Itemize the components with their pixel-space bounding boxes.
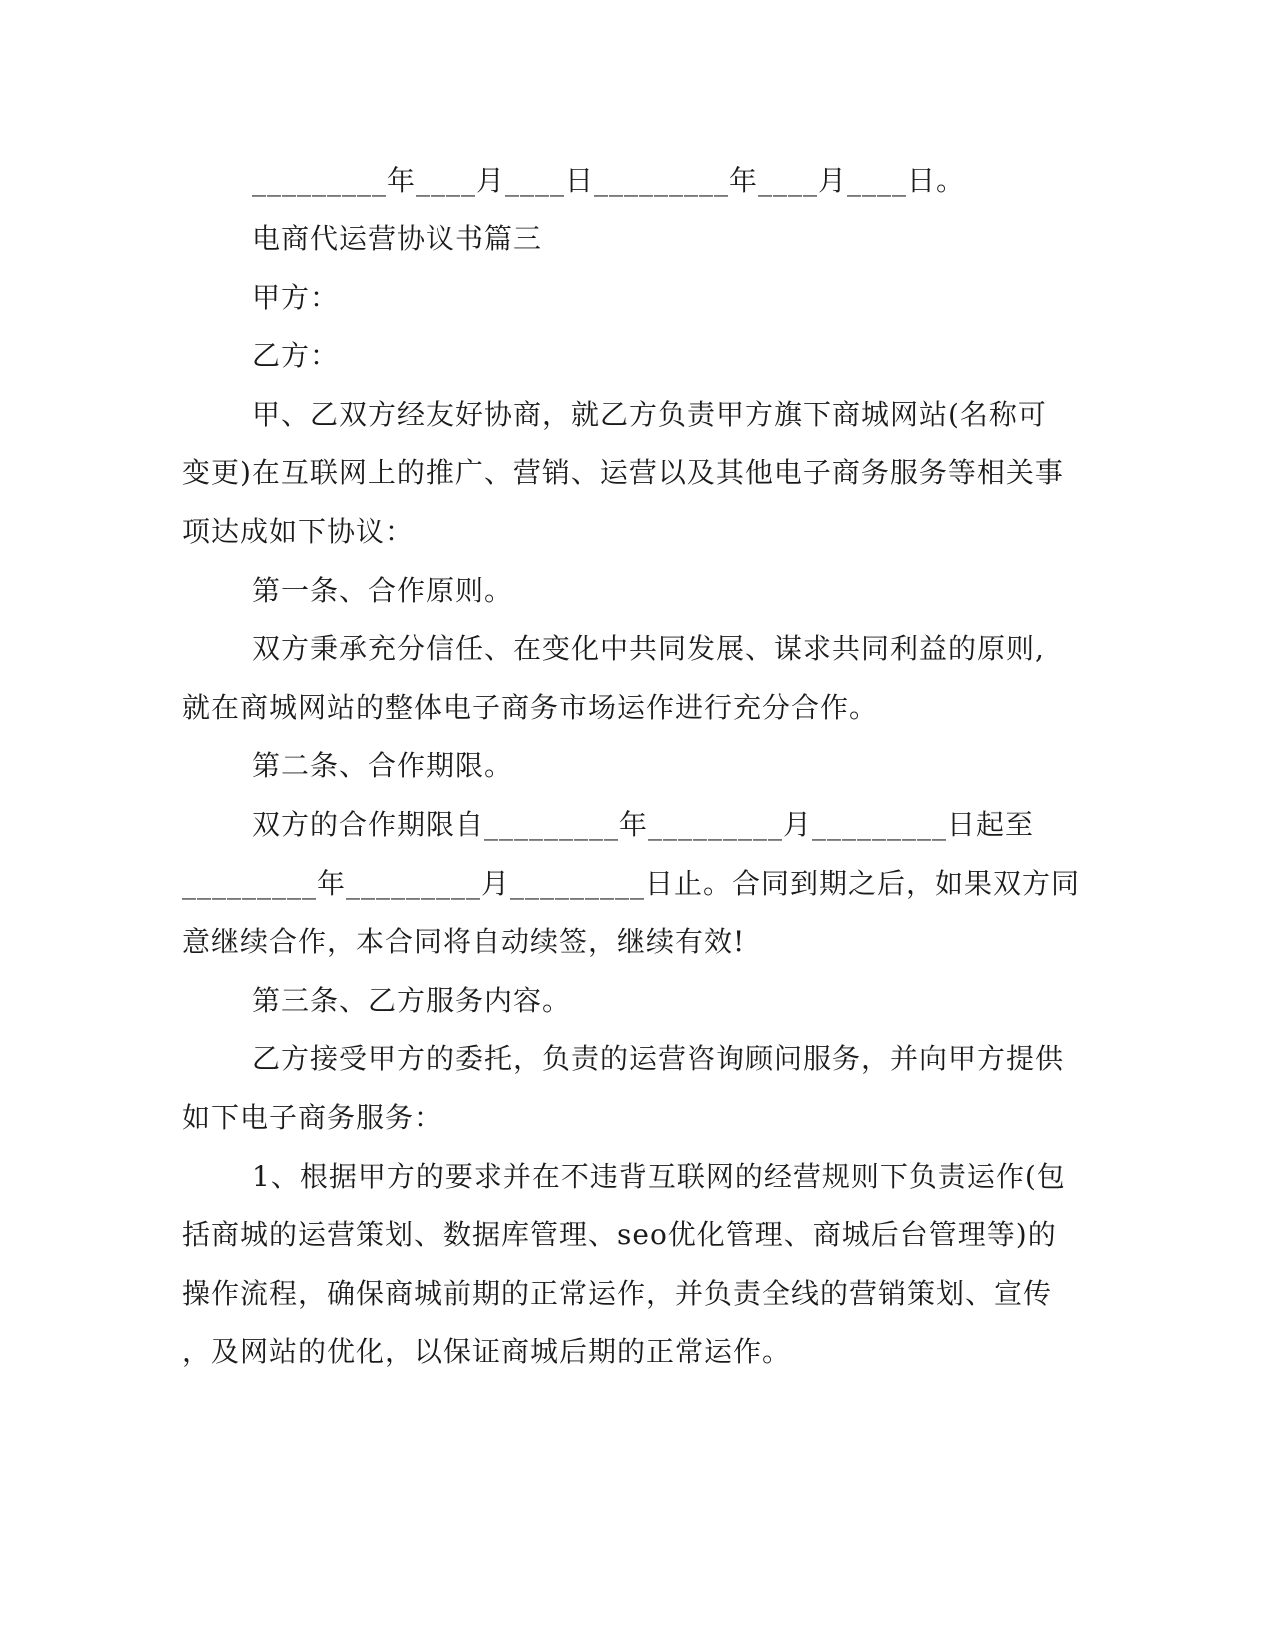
paragraph-line: 1、根据甲方的要求并在不违背互联网的经营规则下负责运作(包 xyxy=(252,1160,1066,1193)
paragraph-line: 就在商城网站的整体电子商务市场运作进行充分合作。 xyxy=(182,691,879,724)
paragraph-line: 操作流程，确保商城前期的正常运作，并负责全线的营销策划、宣传 xyxy=(182,1277,1053,1310)
article-heading: 第三条、乙方服务内容。 xyxy=(252,984,572,1017)
paragraph-line: ，及网站的优化，以保证商城后期的正常运作。 xyxy=(182,1335,792,1368)
paragraph-line: _________年_________月_________日止。合同到期之后，如果双方同 xyxy=(182,867,1081,900)
date-line: _________年____月____日_________年____月____日。 xyxy=(252,164,966,197)
paragraph-line: 乙方接受甲方的委托，负责的运营咨询顾问服务，并向甲方提供 xyxy=(252,1042,1065,1075)
paragraph-line: 括商城的运营策划、数据库管理、seo优化管理、商城后台管理等)的 xyxy=(182,1218,1057,1251)
paragraph-line: 项达成如下协议： xyxy=(182,515,415,548)
paragraph-line: 变更)在互联网上的推广、营销、运营以及其他电子商务服务等相关事 xyxy=(182,456,1064,489)
article-heading: 第一条、合作原则。 xyxy=(252,574,514,607)
paragraph-line: 双方的合作期限自_________年_________月_________日起至 xyxy=(252,808,1035,841)
section-title: 电商代运营协议书篇三 xyxy=(252,222,543,255)
party-b-label: 乙方： xyxy=(252,339,340,372)
paragraph-line: 如下电子商务服务： xyxy=(182,1101,444,1134)
party-a-label: 甲方： xyxy=(252,281,340,314)
paragraph-line: 意继续合作，本合同将自动续签，继续有效! xyxy=(182,925,746,958)
article-heading: 第二条、合作期限。 xyxy=(252,749,514,782)
paragraph-line: 双方秉承充分信任、在变化中共同发展、谋求共同利益的原则, xyxy=(252,632,1045,665)
paragraph-line: 甲、乙双方经友好协商，就乙方负责甲方旗下商城网站(名称可 xyxy=(252,398,1047,431)
